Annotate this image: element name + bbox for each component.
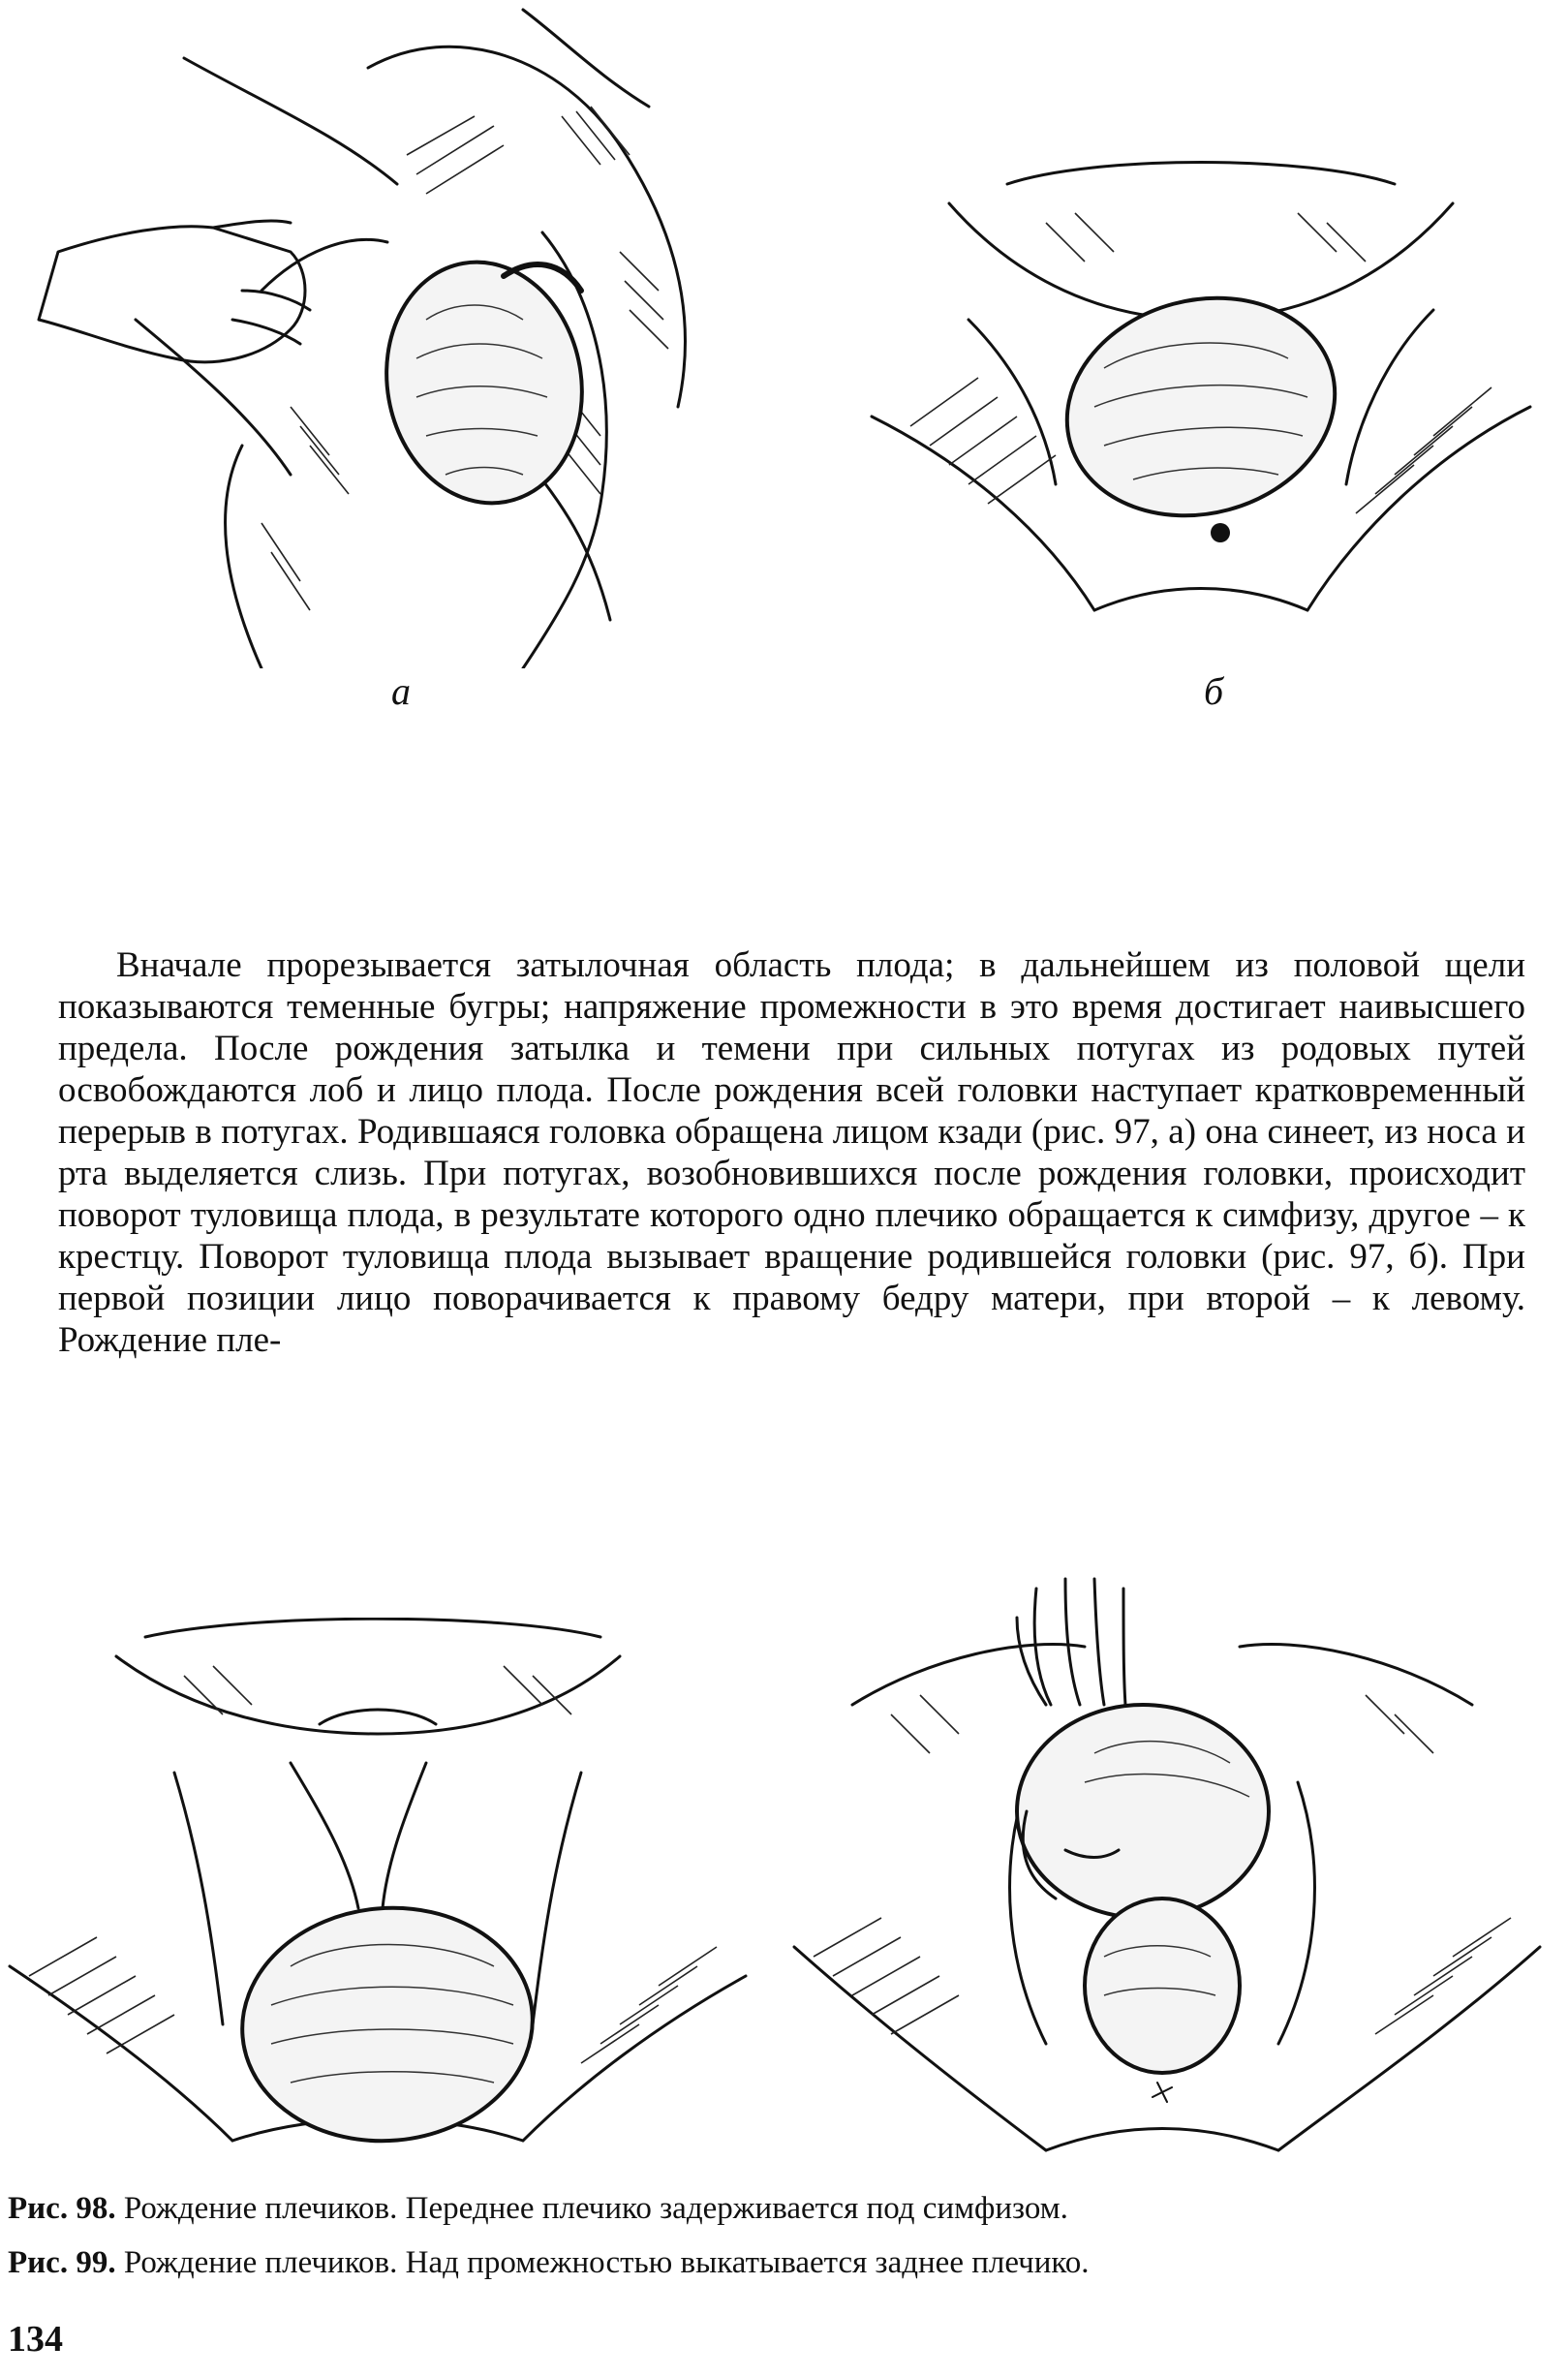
figure-97a-label: а (391, 669, 411, 713)
figure-99-caption-text: Рождение плечиков. Над промежностью выкатывается заднее плечико. (123, 2245, 1090, 2280)
body-paragraph: Вначале прорезывается затылочная область плода; в дальнейшем из половой щели показываются теменные бугры; напряжение промежности в это время достигает наивысшего предела. После рождения затылка и темени при сильных потугах из родовых путей освобождаются лоб и лицо плода. После рождения всей головки наступает кратковременный перерыв в потугах. Родившаяся головка обращена лицом кзади (рис. 97, а) она синеет, из носа и рта выделяется слизь. При потугах, возобновившихся после рождения головки, происходит поворот туловища плода, в результате которого одно плечико обращается к симфизу, другое – к крестцу. Поворот туловища плода вызывает вращение родившейся головки (рис. 97, б). При первой позиции лицо поворачивается к правому бедру матери, при второй – к левому. Рождение пле- (58, 945, 1525, 1360)
figure-99-caption (8, 2245, 1090, 2281)
figure-98-number: Рис. 98. (8, 2191, 116, 2226)
figure-99-illustration (775, 1559, 1550, 2160)
body-text (58, 944, 1525, 1361)
figure-99-number: Рис. 99. (8, 2245, 116, 2280)
figure-98-illustration (0, 1618, 755, 2160)
figure-97a-illustration (19, 0, 755, 668)
figure-98-caption-text: Рождение плечиков. Переднее плечико задерживается под симфизом. (123, 2191, 1068, 2226)
figure-97b-illustration (852, 145, 1550, 668)
figure-98-caption (8, 2191, 1068, 2227)
page-number: 134 (8, 2319, 63, 2360)
figure-97b-label: б (1204, 669, 1224, 713)
